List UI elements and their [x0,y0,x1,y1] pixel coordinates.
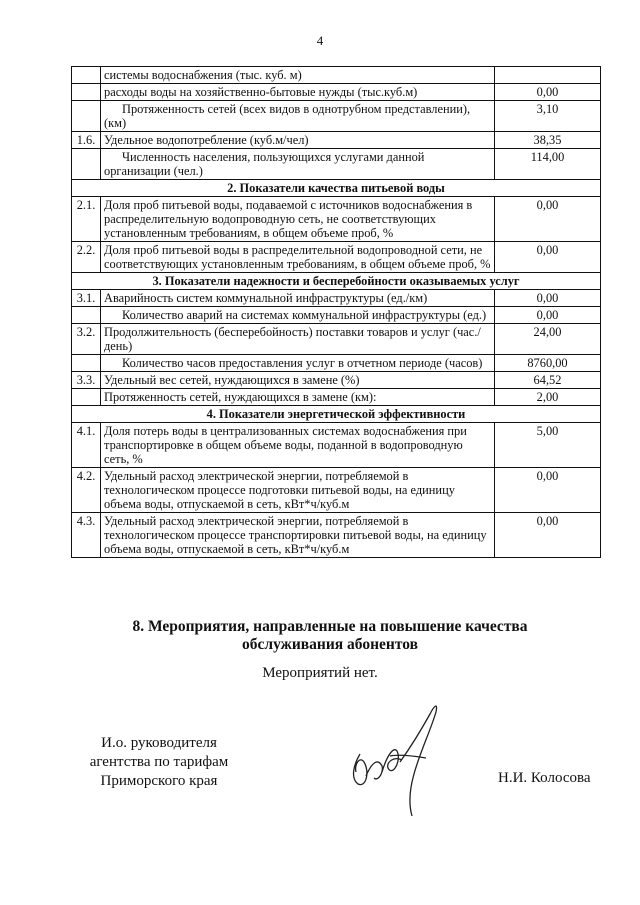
table-row [72,67,601,84]
table-row [72,513,601,558]
signatory-role-line-1: И.о. руководителя [101,735,217,751]
row-description: Количество аварий на системах коммунальной инфраструктуры (ед.) [101,307,495,324]
row-number: 3.3. [72,372,101,389]
table-row [72,389,601,406]
row-number: 3.1. [72,290,101,307]
row-number: 3.2. [72,324,101,355]
row-value: 114,00 [495,149,601,180]
row-value: 0,00 [495,307,601,324]
row-number: 4.1. [72,423,101,468]
row-value: 8760,00 [495,355,601,372]
row-description: Аварийность систем коммунальной инфраструктуры (ед./км) [101,290,495,307]
row-number [72,84,101,101]
row-description: Протяженность сетей, нуждающихся в замене (км): [101,389,495,406]
table-row [72,372,601,389]
table-row [72,290,601,307]
row-description: Доля потерь воды в централизованных системах водоснабжения при транспортировке в общем объеме воды, поданной в водопроводную сеть, % [101,423,495,468]
row-value: 0,00 [495,513,601,558]
row-value: 0,00 [495,197,601,242]
section-4-title: 4. Показатели энергетической эффективности [72,406,601,423]
section-2-title: 2. Показатели качества питьевой воды [72,180,601,197]
section-8-title-line-2: обслуживания абонентов [242,636,418,653]
row-value: 0,00 [495,290,601,307]
row-value: 0,00 [495,242,601,273]
table-row [72,132,601,149]
row-value: 38,35 [495,132,601,149]
row-number [72,389,101,406]
row-description: системы водоснабжения (тыс. куб. м) [101,67,495,84]
row-description: Удельное водопотребление (куб.м/чел) [101,132,495,149]
signatory-role-line-2: агентства по тарифам [89,754,229,770]
indicators-table [71,66,601,558]
section-8-title-line-1: 8. Мероприятия, направленные на повышение качества [132,618,528,635]
table-row [72,307,601,324]
section-header [72,180,601,197]
row-value [495,67,601,84]
row-number [72,307,101,324]
table-row [72,84,601,101]
section-header [72,273,601,290]
row-number: 2.2. [72,242,101,273]
row-value: 24,00 [495,324,601,355]
row-number: 1.6. [72,132,101,149]
table-row [72,468,601,513]
row-number: 2.1. [72,197,101,242]
table-row [72,242,601,273]
row-value: 3,10 [495,101,601,132]
row-value: 0,00 [495,84,601,101]
no-measures-text: Мероприятий нет. [262,665,378,681]
row-description: Удельный вес сетей, нуждающихся в замене (%) [101,372,495,389]
section-3-title: 3. Показатели надежности и бесперебойности оказываемых услуг [72,273,601,290]
signatory-role-line-3: Приморского края [100,773,218,789]
table-row [72,197,601,242]
row-value: 64,52 [495,372,601,389]
row-number [72,149,101,180]
row-description: Протяженность сетей (всех видов в однотрубном представлении), (км) [101,101,495,132]
row-value: 0,00 [495,468,601,513]
page-number: 4 [316,33,324,48]
row-value: 5,00 [495,423,601,468]
table-row [72,101,601,132]
row-description: Численность населения, пользующихся услугами данной организации (чел.) [101,149,495,180]
row-number: 4.3. [72,513,101,558]
row-number [72,101,101,132]
table-row [72,149,601,180]
signatory-name: Н.И. Колосова [498,770,591,786]
table-row [72,355,601,372]
row-description: Продолжительность (бесперебойность) поставки товаров и услуг (час./день) [101,324,495,355]
row-description: Доля проб питьевой воды, подаваемой с источников водоснабжения в распределительную водопроводную сеть, не соответствующих установленным требованиям, в общем объеме проб, % [101,197,495,242]
row-number: 4.2. [72,468,101,513]
section-8-heading [60,618,600,654]
row-description: Доля проб питьевой воды в распределительной водопроводной сети, не соответствующих установленным требованиям, в общем объеме проб, % [101,242,495,273]
row-description: расходы воды на хозяйственно-бытовые нужды (тыс.куб.м) [101,84,495,101]
table-row [72,423,601,468]
signatory-role [64,734,254,791]
row-number [72,355,101,372]
row-number [72,67,101,84]
row-description: Удельный расход электрической энергии, потребляемой в технологическом процессе подготовки питьевой воды, на единицу объема воды, отпускаемой в сеть, кВт*ч/куб.м [101,468,495,513]
handwritten-signature-icon [330,692,460,822]
row-description: Количество часов предоставления услуг в отчетном периоде (часов) [101,355,495,372]
row-value: 2,00 [495,389,601,406]
row-description: Удельный расход электрической энергии, потребляемой в технологическом процессе транспортировки питьевой воды, на единицу объема воды, отпускаемой в сеть, кВт*ч/куб.м [101,513,495,558]
table-row [72,324,601,355]
section-header [72,406,601,423]
